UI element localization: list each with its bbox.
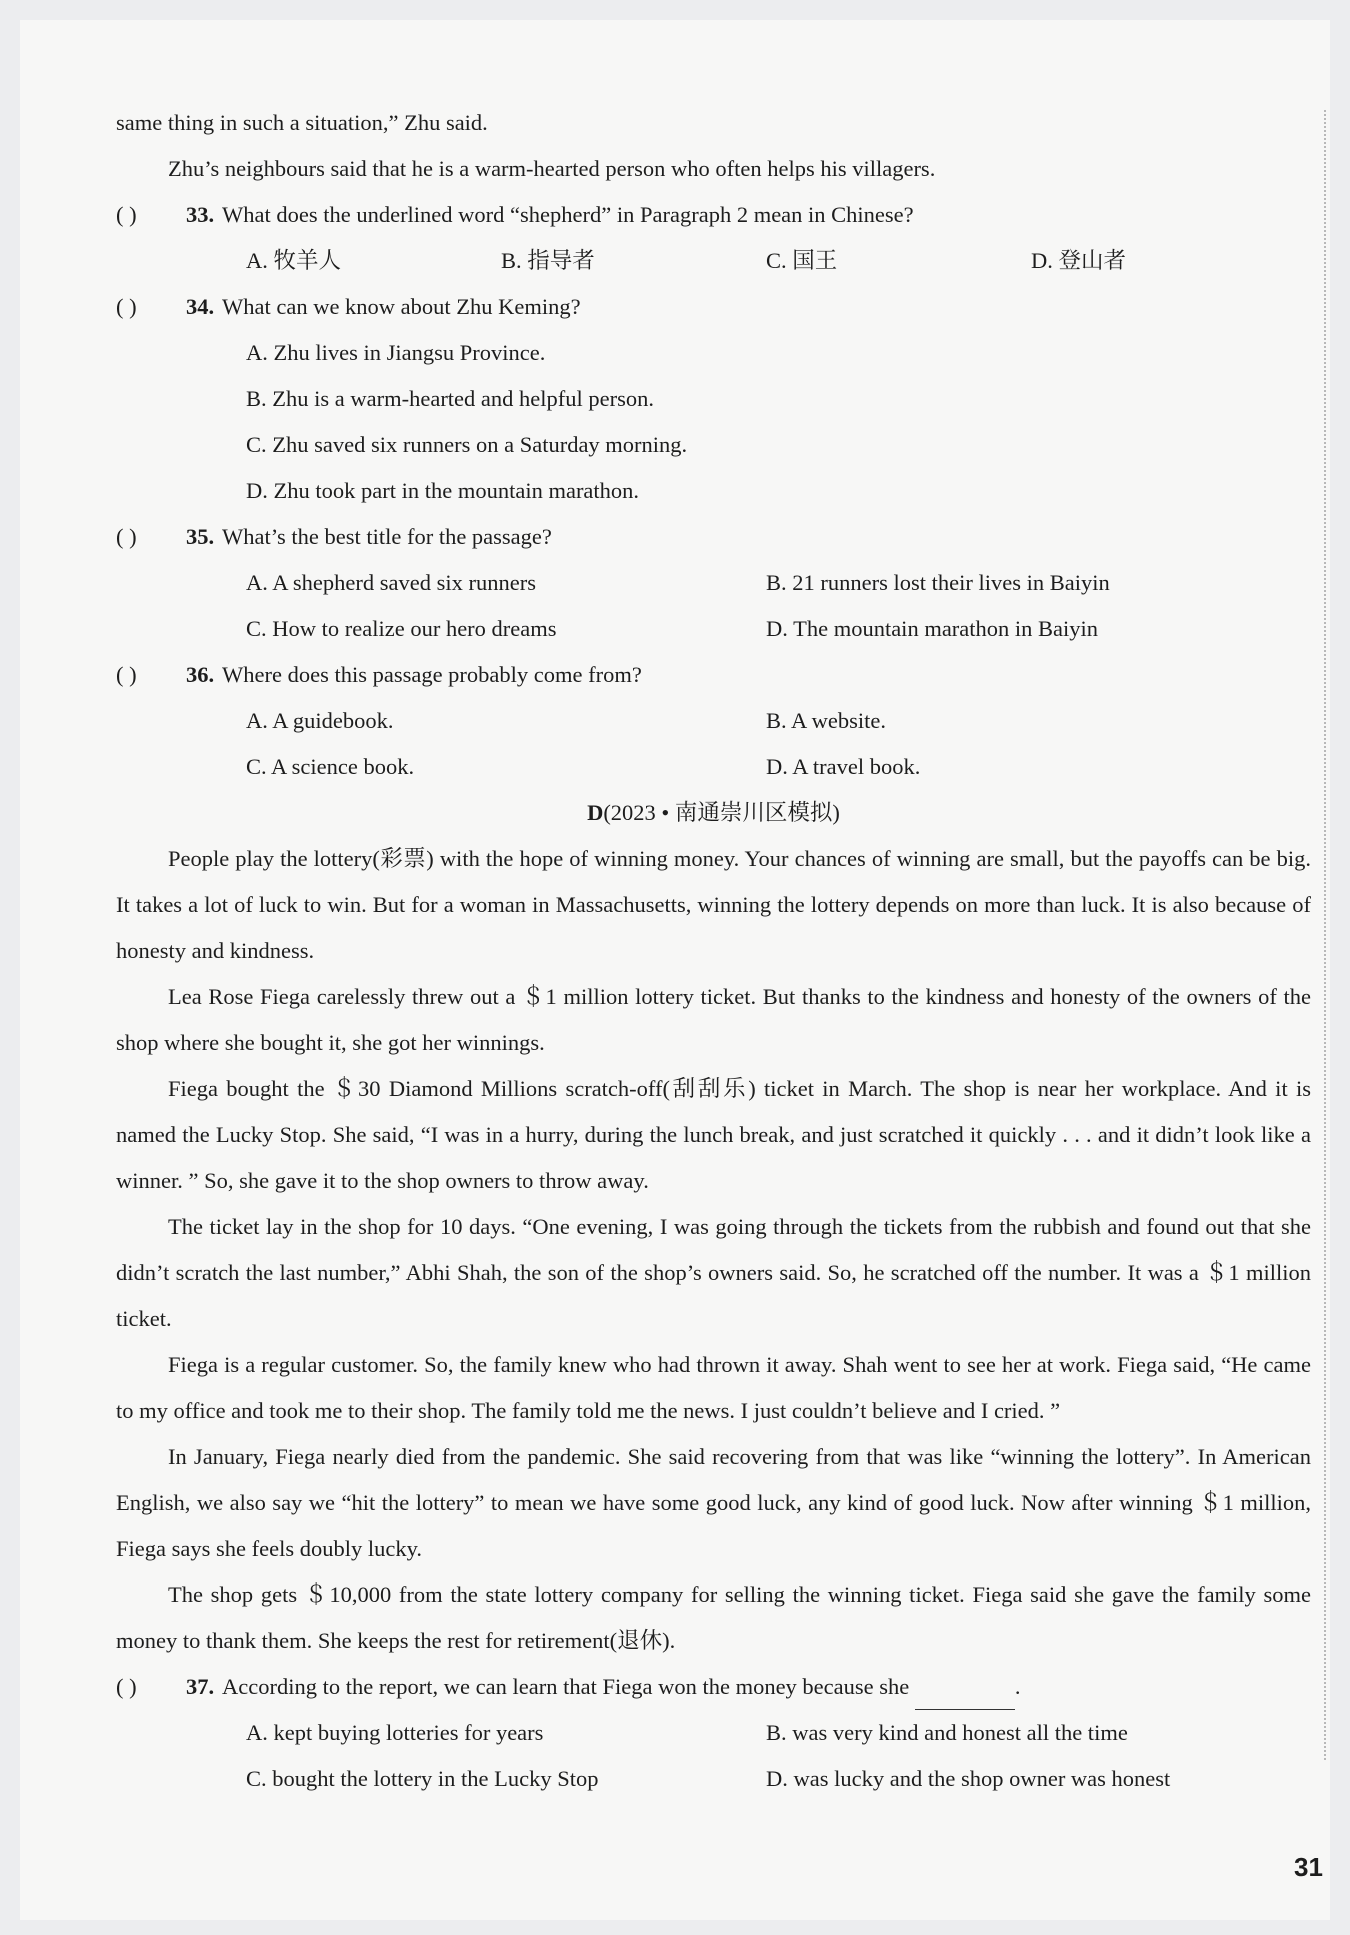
- passage-c-closing-paragraph: Zhu’s neighbours said that he is a warm-hearted person who often helps his villagers.: [168, 156, 936, 181]
- options-35: [116, 560, 1311, 652]
- passage-d-paragraph: Fiega is a regular customer. So, the family knew who had thrown it away. Shah went to see her at work. Fiega said, “He came to my office and took me to their shop. The family told me the news. I just couldn’t believe and I cried. ”: [116, 1352, 1311, 1423]
- option-b[interactable]: B. 21 runners lost their lives in Baiyin: [766, 570, 1110, 595]
- question-number: 37.: [186, 1674, 215, 1699]
- question-33: [116, 192, 1311, 238]
- section-letter: D: [587, 800, 604, 825]
- option-a[interactable]: A. Zhu lives in Jiangsu Province.: [246, 340, 546, 365]
- option-d[interactable]: D. A travel book.: [766, 754, 921, 779]
- question-34: [116, 284, 1311, 330]
- answer-blank-33[interactable]: ( ): [116, 202, 137, 227]
- option-b[interactable]: B. A website.: [766, 708, 887, 733]
- question-number: 33.: [186, 202, 215, 227]
- option-c[interactable]: C. bought the lottery in the Lucky Stop: [246, 1766, 599, 1791]
- option-a[interactable]: A. A guidebook.: [246, 708, 394, 733]
- question-stem-text: According to the report, we can learn that Fiega won the money because she: [222, 1674, 910, 1699]
- question-37: [116, 1664, 1311, 1710]
- option-c[interactable]: C. A science book.: [246, 754, 415, 779]
- option-c[interactable]: C. Zhu saved six runners on a Saturday morning.: [246, 432, 688, 457]
- answer-blank-35[interactable]: ( ): [116, 524, 137, 549]
- options-33: [116, 238, 1311, 284]
- passage-d-paragraph: The ticket lay in the shop for 10 days. “One evening, I was going through the tickets from the rubbish and found out that she didn’t scratch the last number,” Abhi Shah, the son of the shop’s owners said. So, he scratched off the number. It was a ＄1 million ticket.: [116, 1214, 1311, 1331]
- options-37: [116, 1710, 1311, 1802]
- question-number: 36.: [186, 662, 215, 687]
- option-d[interactable]: D. Zhu took part in the mountain marathon.: [246, 478, 640, 503]
- passage-d-paragraph: People play the lottery(彩票) with the hope of winning money. Your chances of winning are small, but the payoffs can be big. It takes a lot of luck to win. But for a woman in Massachusetts, winning the lottery depends on more than luck. It is also because of honesty and kindness.: [116, 846, 1311, 963]
- option-b[interactable]: B. was very kind and honest all the time: [766, 1720, 1128, 1745]
- option-b[interactable]: B. Zhu is a warm-hearted and helpful person.: [246, 386, 654, 411]
- passage-c-last-line: same thing in such a situation,” Zhu said.: [116, 110, 488, 135]
- option-d[interactable]: D. 登山者: [1031, 248, 1126, 273]
- margin-dotted-line: [1324, 110, 1326, 1760]
- question-number: 34.: [186, 294, 215, 319]
- passage-d-paragraph: Lea Rose Fiega carelessly threw out a ＄1 million lottery ticket. But thanks to the kindness and honesty of the owners of the shop where she bought it, she got her winnings.: [116, 984, 1311, 1055]
- section-d-heading: [116, 790, 1311, 836]
- answer-blank-34[interactable]: ( ): [116, 294, 137, 319]
- question-stem: What can we know about Zhu Keming?: [222, 294, 581, 319]
- passage-d-paragraph: Fiega bought the ＄30 Diamond Millions scratch-off(刮刮乐) ticket in March. The shop is near her workplace. And it is named the Lucky Stop. She said, “I was in a hurry, during the lunch break, and just scratched it quickly . . . and it didn’t look like a winner. ” So, she gave it to the shop owners to throw away.: [116, 1076, 1311, 1193]
- page-content: [116, 100, 1311, 1802]
- question-35: [116, 514, 1311, 560]
- option-a[interactable]: A. 牧羊人: [246, 248, 341, 273]
- answer-blank-37[interactable]: ( ): [116, 1674, 137, 1699]
- options-36: [116, 698, 1311, 790]
- question-number: 35.: [186, 524, 215, 549]
- question-stem: Where does this passage probably come from?: [222, 662, 642, 687]
- option-b[interactable]: B. 指导者: [501, 248, 595, 273]
- option-d[interactable]: D. The mountain marathon in Baiyin: [766, 616, 1099, 641]
- option-d[interactable]: D. was lucky and the shop owner was honest: [766, 1766, 1171, 1791]
- question-stem: What does the underlined word “shepherd” in Paragraph 2 mean in Chinese?: [222, 202, 914, 227]
- answer-blank-36[interactable]: ( ): [116, 662, 137, 687]
- page-number: 31: [1294, 1852, 1323, 1882]
- stem-end: .: [1014, 1674, 1021, 1699]
- question-stem: [222, 1664, 1311, 1710]
- question-36: [116, 652, 1311, 698]
- fill-in-blank[interactable]: [915, 1681, 1015, 1710]
- option-a[interactable]: A. kept buying lotteries for years: [246, 1720, 544, 1745]
- option-c[interactable]: C. 国王: [766, 248, 838, 273]
- option-a[interactable]: A. A shepherd saved six runners: [246, 570, 536, 595]
- passage-d-paragraph: The shop gets ＄10,000 from the state lottery company for selling the winning ticket. Fiega said she gave the family some money to thank them. She keeps the rest for retirement(退休).: [116, 1582, 1311, 1653]
- option-c[interactable]: C. How to realize our hero dreams: [246, 616, 557, 641]
- section-source: (2023 • 南通崇川区模拟): [603, 800, 840, 825]
- worksheet-page: [20, 20, 1330, 1920]
- passage-d-paragraph: In January, Fiega nearly died from the pandemic. She said recovering from that was like “winning the lottery”. In American English, we also say we “hit the lottery” to mean we have some good luck, any kind of good luck. Now after winning ＄1 million, Fiega says she feels doubly lucky.: [116, 1444, 1311, 1561]
- question-stem: What’s the best title for the passage?: [222, 524, 552, 549]
